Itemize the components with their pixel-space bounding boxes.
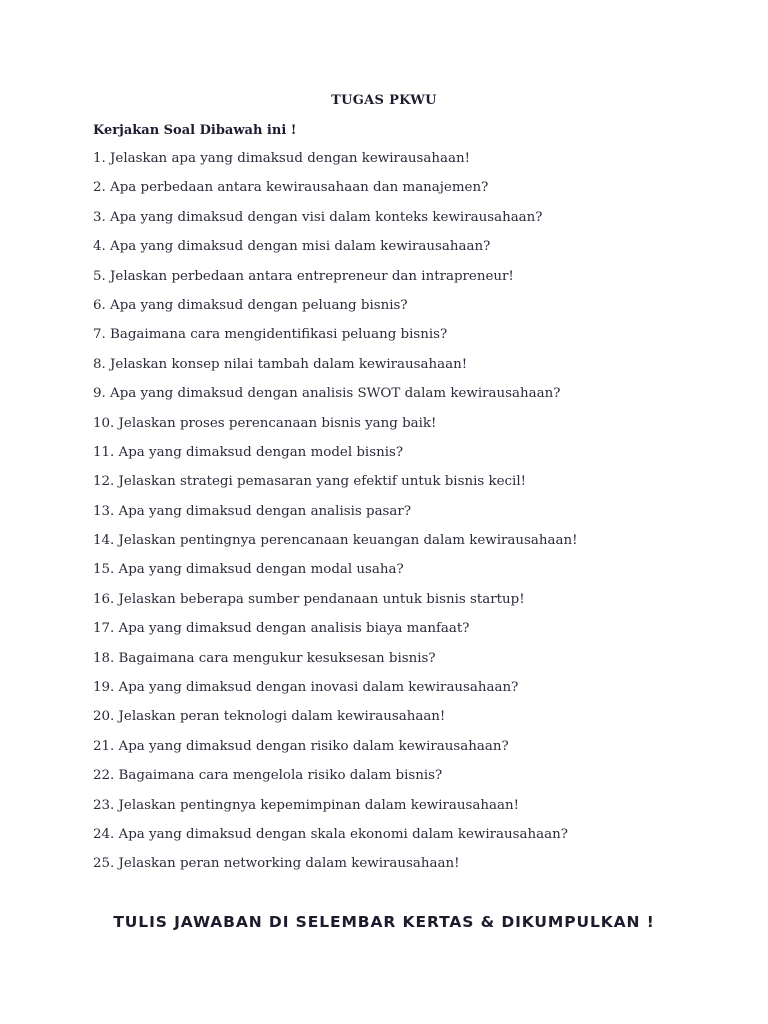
question-item: 21. Apa yang dimaksud dengan risiko dalam kewirausahaan? (93, 738, 509, 754)
question-item: 24. Apa yang dimaksud dengan skala ekonomi dalam kewirausahaan? (93, 826, 568, 842)
question-item: 22. Bagaimana cara mengelola risiko dalam bisnis? (93, 768, 443, 784)
question-item: 5. Jelaskan perbedaan antara entrepreneur dan intrapreneur! (93, 268, 514, 284)
question-item: 2. Apa perbedaan antara kewirausahaan dan manajemen? (93, 180, 489, 196)
question-item: 1. Jelaskan apa yang dimaksud dengan kewirausahaan! (93, 151, 471, 166)
question-item: 18. Bagaimana cara mengukur kesuksesan bisnis? (93, 650, 436, 666)
question-item: 23. Jelaskan pentingnya kepemimpinan dalam kewirausahaan! (93, 797, 519, 813)
page-title: TUGAS PKWU (331, 93, 437, 108)
question-item: 19. Apa yang dimaksud dengan inovasi dalam kewirausahaan? (93, 680, 519, 696)
question-item: 25. Jelaskan peran networking dalam kewirausahaan! (93, 856, 460, 872)
question-item: 17. Apa yang dimaksud dengan analisis biaya manfaat? (93, 621, 470, 637)
footer-note: TULIS JAWABAN DI SELEMBAR KERTAS & DIKUMPULKAN ! (113, 913, 655, 931)
question-item: 14. Jelaskan pentingnya perencanaan keuangan dalam kewirausahaan! (93, 533, 578, 549)
question-item: 4. Apa yang dimaksud dengan misi dalam kewirausahaan? (93, 239, 491, 255)
question-item: 3. Apa yang dimaksud dengan visi dalam konteks kewirausahaan? (93, 209, 543, 225)
question-list (93, 150, 578, 885)
question-item: 7. Bagaimana cara mengidentifikasi peluang bisnis? (93, 327, 448, 343)
question-item: 11. Apa yang dimaksud dengan model bisnis? (93, 444, 404, 460)
question-item: 6. Apa yang dimaksud dengan peluang bisnis? (93, 297, 408, 313)
question-item: 20. Jelaskan peran teknologi dalam kewirausahaan! (93, 709, 446, 725)
question-item: 8. Jelaskan konsep nilai tambah dalam kewirausahaan! (93, 356, 468, 372)
question-item: 16. Jelaskan beberapa sumber pendanaan untuk bisnis startup! (93, 591, 525, 607)
instruction-text: Kerjakan Soal Dibawah ini ! (93, 123, 297, 138)
question-item: 9. Apa yang dimaksud dengan analisis SWOT dalam kewirausahaan? (93, 386, 561, 402)
question-item: 15. Apa yang dimaksud dengan modal usaha? (93, 562, 404, 578)
question-item: 12. Jelaskan strategi pemasaran yang efektif untuk bisnis kecil! (93, 474, 526, 490)
question-item: 13. Apa yang dimaksud dengan analisis pasar? (93, 503, 411, 519)
question-item: 10. Jelaskan proses perencanaan bisnis yang baik! (93, 415, 437, 431)
